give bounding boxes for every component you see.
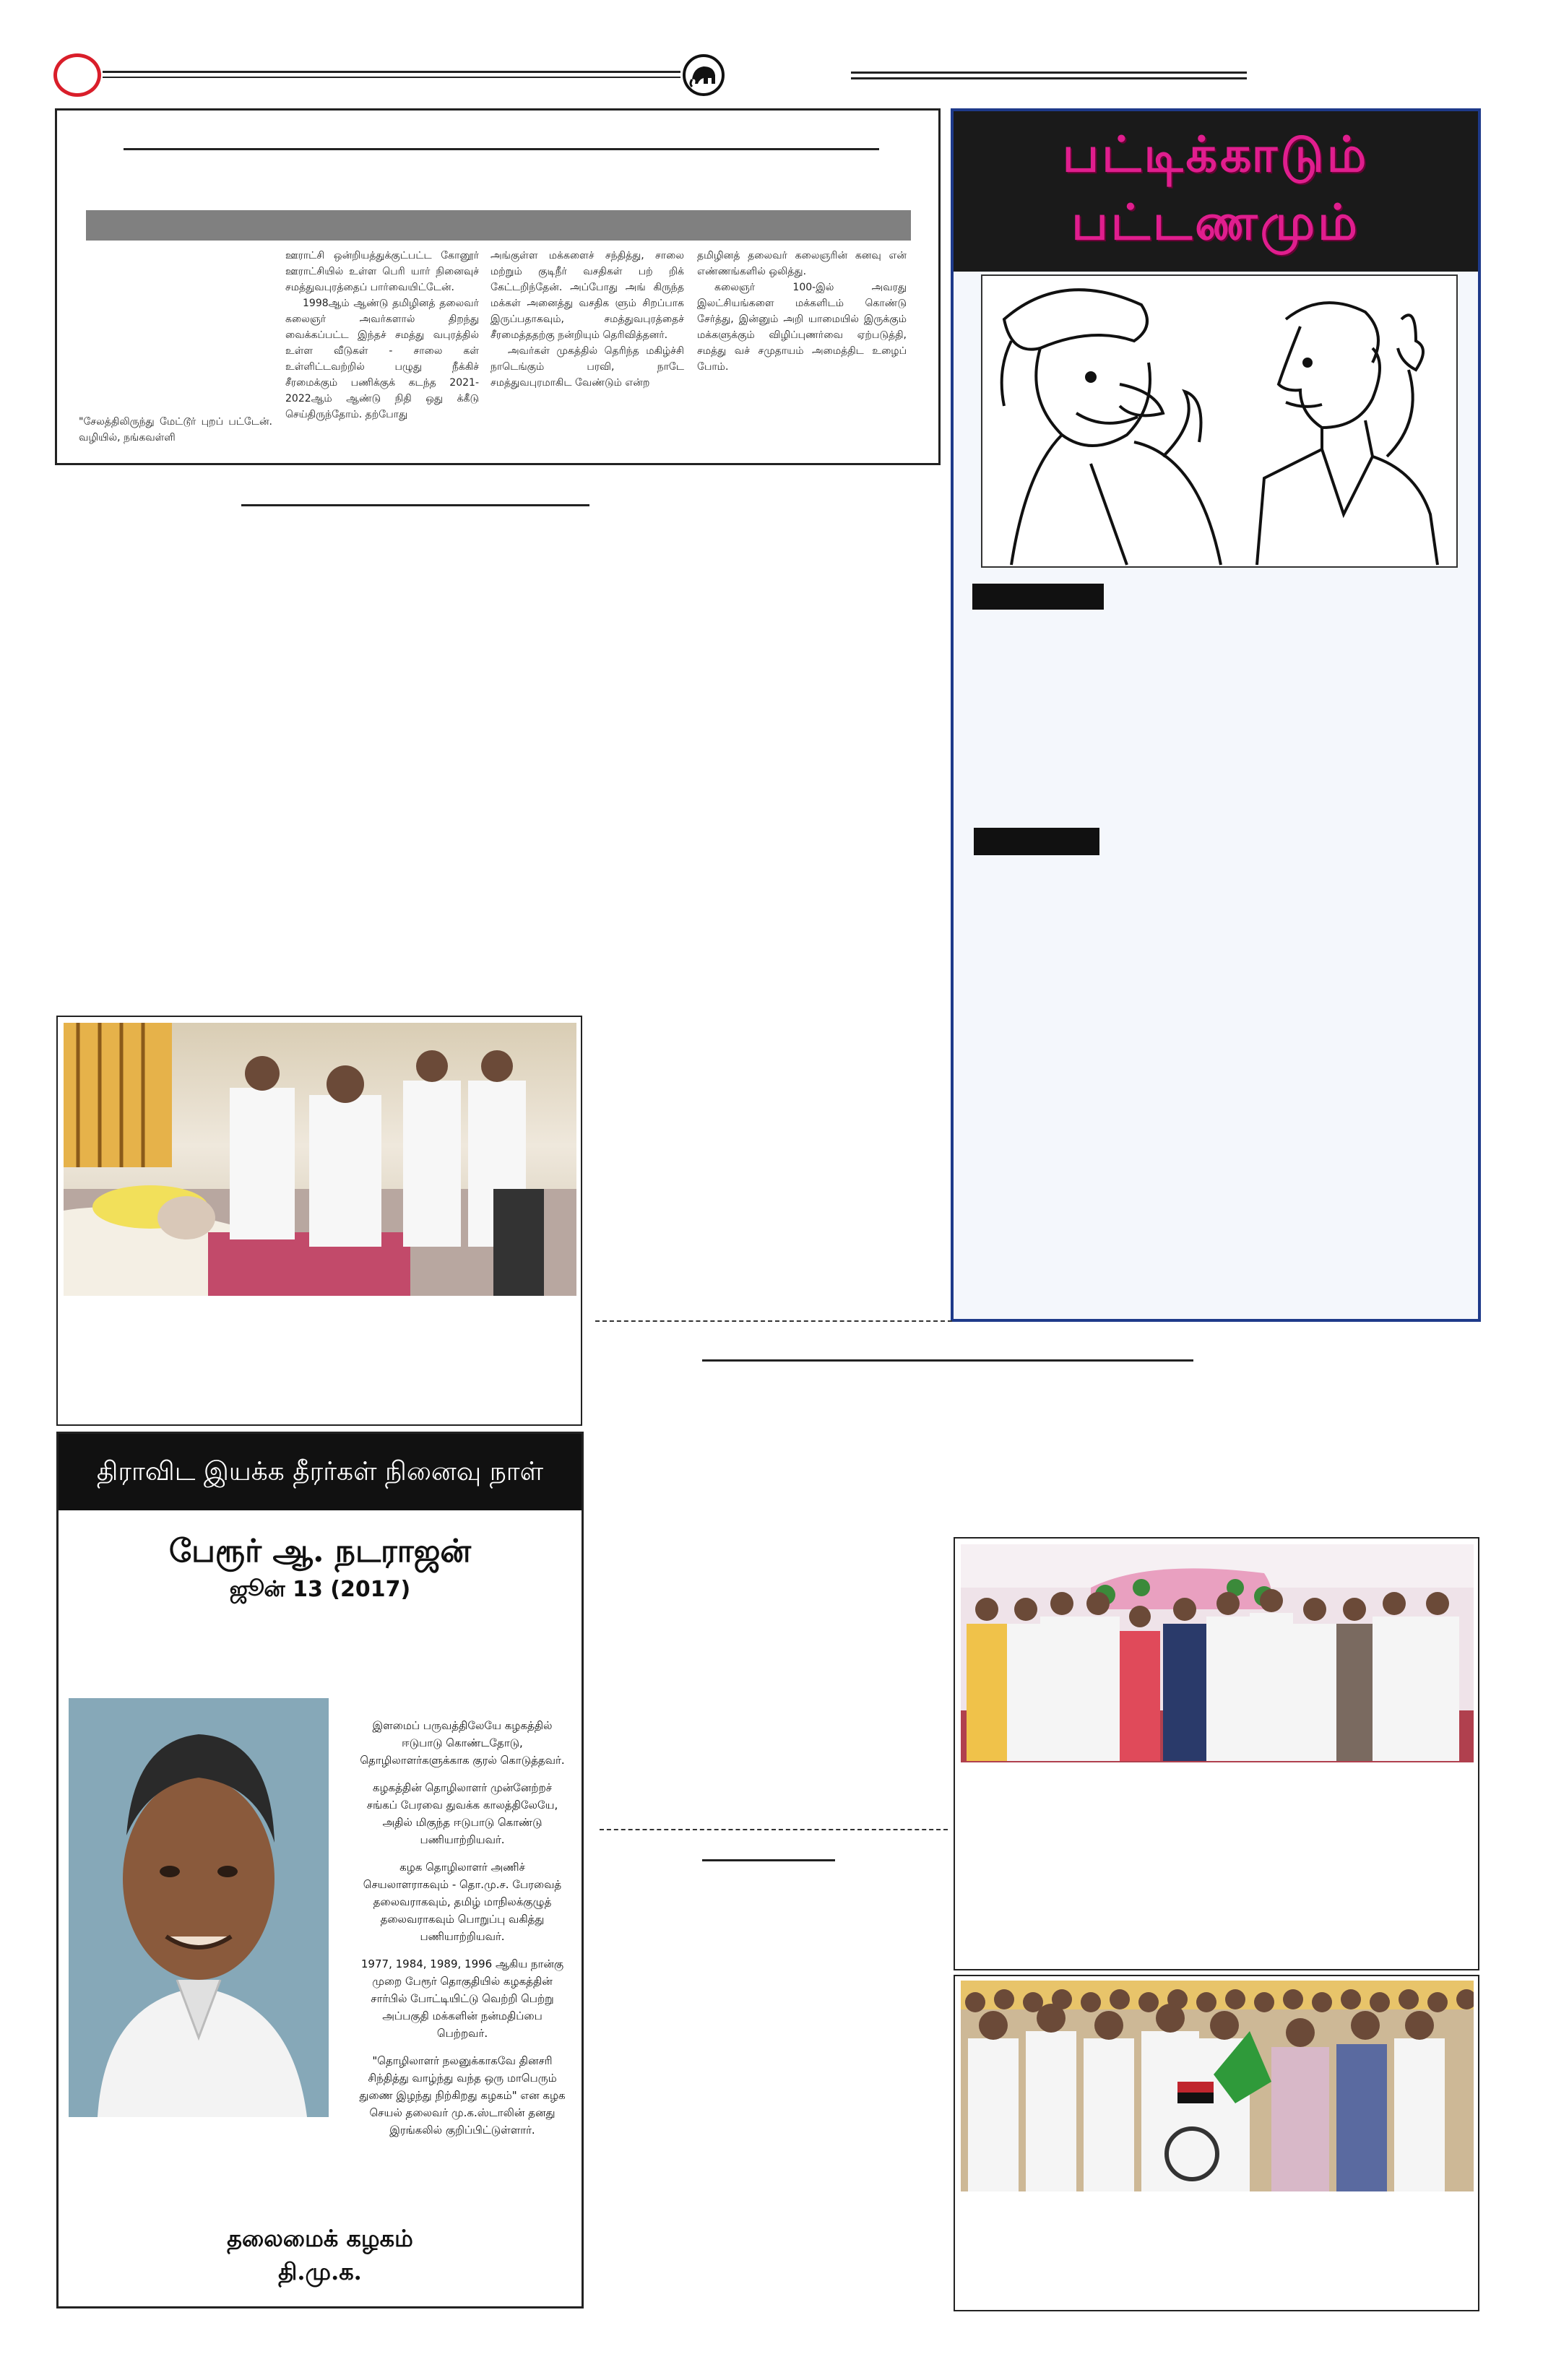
dialogue-label-1 [972,584,1104,610]
section-rule-mid [702,1359,1193,1362]
hospital-visit-photo-box [56,1016,582,1426]
top-article-col3-para1: அங்குள்ள மக்களைச் சந்தித்து, சாலை மற்றும் குடிநீர் வசதிகள் பற் றிக் கேட்டறிந்தேன். அப்போது அங் கிருந்த மக்கள் அனைத்து வசதிக ளும் சிறப்பாக இருப்பதாகவும், சமத்துவபுரத்தைச் சீரமைத்ததற்கு நன்றியும் தெரிவித்தனர். [490,250,684,341]
city-man-figure [1257,303,1438,565]
memorial-bio-para: 1977, 1984, 1989, 1996 ஆகிய நான்கு முறை பேரூர் தொகுதியில் கழகத்தின் சார்பில் போட்டியிட்டு வெற்றி பெற்று அப்பகுதி மக்களின் நன்மதிப்பை பெற்றவர். [360,1957,564,2040]
hospital-visit-photo [64,1023,576,1296]
top-article-col1-para: "சேலத்திலிருந்து மேட்டூர் புறப் பட்டேன். வழியில், நங்கவள்ளி [79,416,272,443]
memorial-box [56,1432,584,2308]
memorial-bio-para: கழகத்தின் தொழிலாளர் முன்னேற்றச் சங்கப் பேரவை துவக்க காலத்திலேயே, அதில் மிகுந்த ஈடுபாடு கொண்டு பணியாற்றியவர். [366,1781,558,1846]
memorial-name: பேரூர் ஆ. நடராஜன் [168,1533,472,1570]
memorial-bio-para: "தொழிலாளர் நலனுக்காகவே தினசரி சிந்தித்து வாழ்ந்து வந்த ஒரு மாபெரும் துணை இழந்து நிற்கிறது கழகம்" என கழக செயல் தலைவர் மு.க.ஸ்டாலின் தனது இரங்கலில் குறிப்பிட்டுள்ளார். [359,2054,566,2137]
wedding-photo-box [954,1537,1479,1970]
cartoon-title-line2: பட்டணமும் [1071,194,1360,251]
cartoon-title-block [954,111,1478,272]
top-article-headline-rule [124,148,879,150]
memorial-footer-line1: தலைமைக் கழகம் [227,2225,413,2252]
top-article-col4 [697,248,907,375]
flag-off-photo [961,1981,1474,2191]
top-article-col2 [285,248,479,423]
top-article-col3-para2: அவர்கள் முகத்தில் தெரிந்த மகிழ்ச்சி நாடெங்கும் பரவி, நாடே சமத்துவபுரமாகிட வேண்டும் என்ற [490,345,684,389]
memorial-bio-para: கழக தொழிலாளர் அணிச் செயலாளராகவும் - தொ.மு.ச. பேரவைத் தலைவராகவும், தமிழ் மாநிலக்குழுத் தலைவராகவும் பொறுப்பு வகித்து பணியாற்றியவர். [363,1861,562,1943]
memorial-header: திராவிட இயக்க தீரர்கள் நினைவு நாள் [96,1457,544,1487]
top-article-box [55,108,941,465]
section-rule-small [702,1859,835,1861]
memorial-bio [359,1717,566,2149]
top-article-col2-para1: ஊராட்சி ஒன்றியத்துக்குட்பட்ட கோனூர் ஊராட்சியில் உள்ள பெரி யார் நினைவுச் சமத்துவபுரத்தைப் பார்வையிட்டேன். [285,250,479,293]
memorial-header-bar [59,1434,582,1510]
masthead-rule-bottom [103,77,680,78]
dialogue-label-2 [974,828,1099,855]
top-article-col2-para2: 1998ஆம் ஆண்டு தமிழினத் தலைவர் கலைஞர் அவர்களால் திறந்து வைக்கப்பட்ட இந்தச் சமத்து வபுரத்தில் உள்ள வீடுகள் - சாலை கள் உள்ளிட்டவற்றில் பழுது நீக்கிச் சீரமைக்கும் பணிக்குக் கடந்த 2021-2022ஆம் ஆண்டு நிதி ஒது க்கீடு செய்திருந்தோம். தற்போது [285,298,479,420]
section-rule-left [241,504,589,506]
separator-dashed-1 [595,1320,952,1322]
separator-dashed-2 [600,1829,948,1830]
masthead-rule-top [103,71,680,73]
top-article-col1 [79,414,272,446]
masthead-right-rule-1 [851,72,1247,74]
masthead-right-rule-2 [851,77,1247,79]
memorial-date: ஜூன் 13 (2017) [229,1577,411,1602]
cartoon-title-line1: பட்டிக்காடும் [1062,126,1370,183]
flag-off-photo-box [954,1975,1479,2311]
memorial-portrait [69,1698,329,2117]
wedding-photo [961,1544,1474,1762]
cartoon-image-frame [981,274,1458,568]
memorial-footer-line2: தி.மு.க. [278,2258,362,2285]
top-article-subhead-bar [86,210,911,241]
page-number-circle [53,53,101,97]
top-article-col4-para1: தமிழினத் தலைவர் கலைஞரின் கனவு என் எண்ணங்களில் ஒலித்து. [697,250,907,277]
top-article-col4-para2: கலைஞர் 100-இல் அவரது இலட்சியங்களை மக்களிடம் கொண்டு சேர்த்து, இன்னும் அறி யாமையில் இருக்கும் மக்களுக்கும் விழிப்புணர்வை ஏற்படுத்தி, சமத்து வச் சமுதாயம் அமைத்திட உழைப் போம். [697,282,907,373]
cartoon-illustration [982,276,1456,566]
villager-figure [1002,290,1221,565]
cartoon-panel [951,108,1481,1322]
elephant-emblem-icon [682,53,725,97]
memorial-bio-para: இளமைப் பருவத்திலேயே கழகத்தில் ஈடுபாடு கொண்டதோடு, தொழிலாளர்களுக்காக குரல் கொடுத்தவர். [360,1719,565,1767]
top-article-col3 [490,248,684,391]
